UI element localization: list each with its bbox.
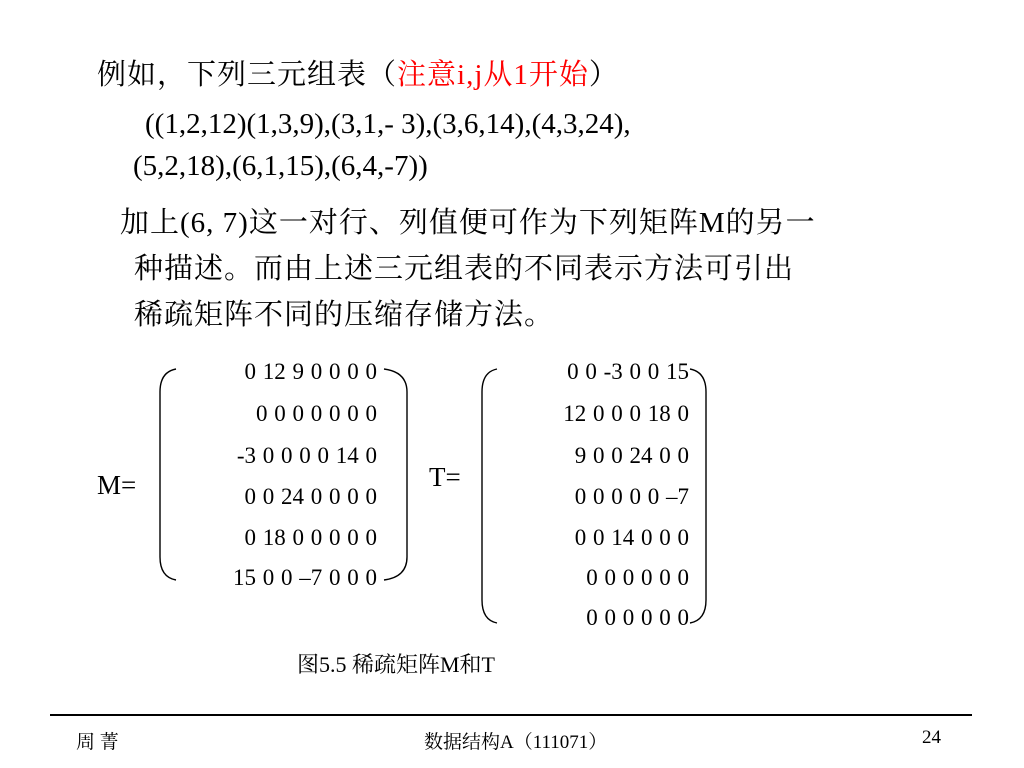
- matrix-t-right-bracket: [690, 369, 706, 623]
- intro-note: 注意i,j从1开始: [397, 59, 589, 91]
- footer-divider: [50, 714, 972, 716]
- matrix-t-row: 9 0 0 24 0 0: [574, 443, 689, 468]
- page-number: 24: [922, 727, 941, 748]
- paragraph-line-1: 加上(6, 7)这一对行、列值便可作为下列矩阵M的另一: [120, 207, 816, 239]
- matrix-m-row: 0 0 24 0 0 0 0: [244, 484, 377, 509]
- paragraph-line-2: 种描述。而由上述三元组表的不同表示方法可引出: [134, 253, 795, 285]
- triple-list-line-2: (5,2,18),(6,1,15),(6,4,-7)): [133, 150, 428, 182]
- figure-caption: 图5.5 稀疏矩阵M和T: [297, 652, 496, 677]
- triple-list-line-1: ((1,2,12)(1,3,9),(3,1,- 3),(3,6,14),(4,3,24),: [145, 108, 631, 140]
- matrix-t-label: T=: [429, 462, 461, 492]
- matrix-t-row: 0 0 -3 0 0 15: [567, 359, 689, 384]
- matrix-t-row: 0 0 0 0 0 –7: [574, 484, 689, 509]
- matrix-m-row: 0 18 0 0 0 0 0: [244, 525, 377, 550]
- matrix-m-row: 0 12 9 0 0 0 0: [244, 359, 377, 384]
- matrix-m-label: M=: [97, 470, 137, 500]
- matrix-t-row: 0 0 0 0 0 0: [586, 565, 689, 590]
- matrix-m-right-bracket: [384, 369, 407, 580]
- matrix-m-row: 0 0 0 0 0 0 0: [256, 401, 377, 426]
- footer-course: 数据结构A（111071）: [424, 732, 608, 753]
- intro-suffix: ）: [588, 59, 619, 91]
- matrix-m-row: 15 0 0 –7 0 0 0: [233, 565, 377, 590]
- matrix-t-row: 12 0 0 0 18 0: [563, 401, 689, 426]
- matrix-t-row: 0 0 0 0 0 0: [586, 605, 689, 630]
- matrix-t-left-bracket: [482, 369, 497, 623]
- matrix-t-row: 0 0 14 0 0 0: [574, 525, 689, 550]
- intro-prefix: 例如，下列三元组表（: [97, 59, 398, 91]
- paragraph-line-3: 稀疏矩阵不同的压缩存储方法。: [134, 299, 555, 331]
- matrix-m-row: -3 0 0 0 0 14 0: [236, 443, 377, 468]
- footer-author: 周 菁: [76, 732, 119, 753]
- matrix-m-left-bracket: [160, 369, 176, 580]
